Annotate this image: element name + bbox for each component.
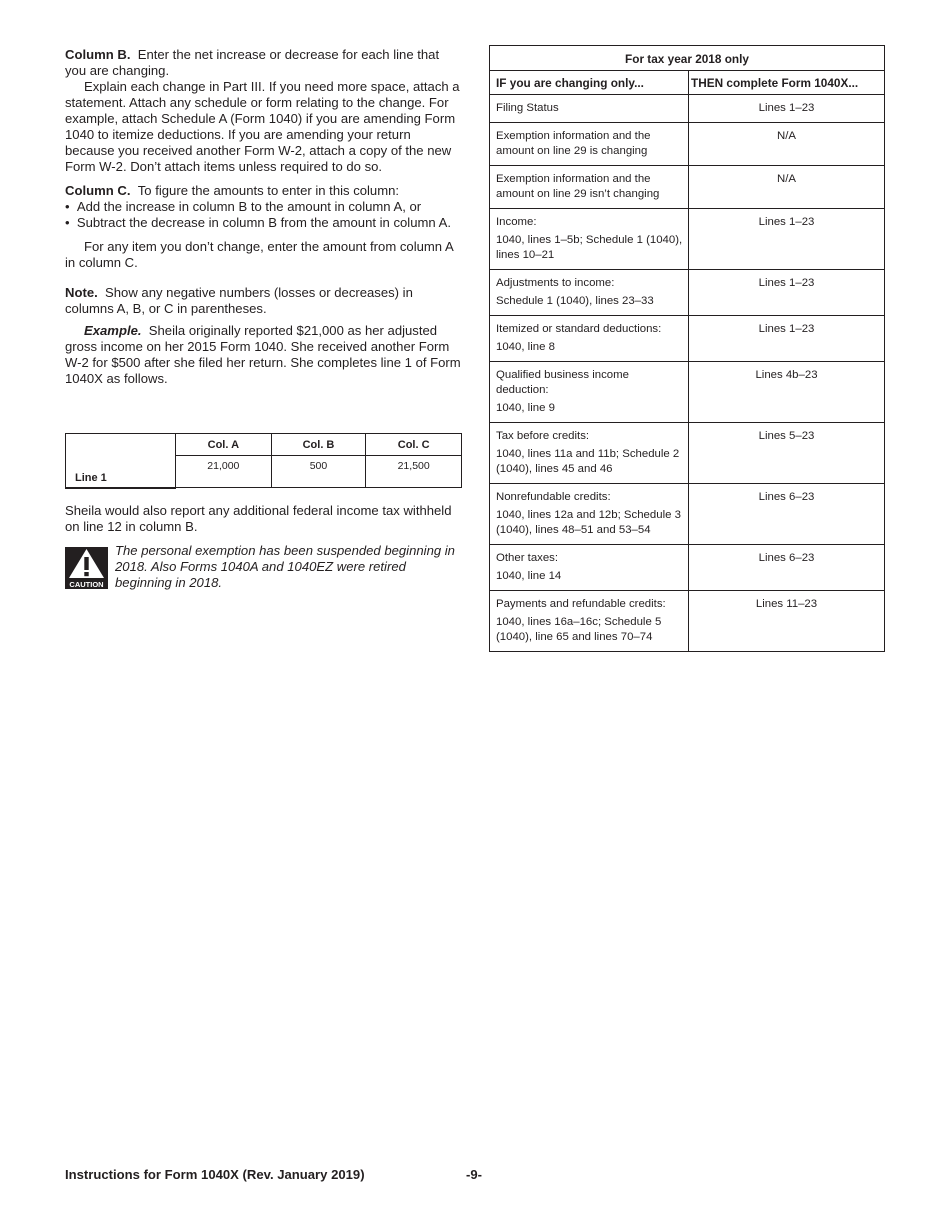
row-label: Exemption information and the amount on line 29 is changing [496, 130, 651, 157]
table-title: For tax year 2018 only [490, 46, 885, 71]
note-paragraph: Note. Show any negative numbers (losses or decreases) in columns A, B, or C in parentheses. [65, 285, 413, 316]
row-lines: Lines 6–23 [689, 484, 885, 545]
row-label: Payments and refundable credits: [496, 598, 666, 610]
table-row [490, 166, 885, 209]
table-row [490, 123, 885, 166]
row-condition [490, 591, 689, 652]
row-lines: Lines 6–23 [689, 545, 885, 591]
caution-icon [65, 547, 108, 589]
row-condition [490, 362, 689, 423]
explain-paragraph: Explain each change in Part III. If you need more space, attach a statement. Attach any schedule or form relating to the change. For example, attach Schedule A (Form 1040) if you are amending Form 1040 to itemize deductions. If you are amending your return because you received another Form W-2, attach a copy of the new Form W-2. Don’t attach items unless required to do so. [65, 79, 460, 174]
column-c-heading: Column C. [65, 183, 131, 198]
left-column [65, 47, 462, 387]
row-sublabel: Schedule 1 (1040), lines 23–33 [496, 295, 654, 307]
row-condition [490, 166, 689, 209]
row-label: Adjustments to income: [496, 277, 615, 289]
sheila-paragraph-wrap [65, 503, 462, 535]
row-lines: Lines 11–23 [689, 591, 885, 652]
row-label: Nonrefundable credits: [496, 491, 611, 503]
row-sublabel: 1040, lines 12a and 12b; Schedule 3 (1040), lines 48–51 and 53–54 [496, 509, 681, 536]
row-lines: Lines 1–23 [689, 316, 885, 362]
footer-title: Instructions for Form 1040X (Rev. January 2019) [65, 1167, 365, 1182]
row-label: Tax before credits: [496, 430, 590, 442]
row-condition [490, 270, 689, 316]
table-row [490, 270, 885, 316]
row-condition [490, 484, 689, 545]
example-heading: Example. [84, 323, 142, 338]
page-number: -9- [466, 1167, 483, 1182]
example-header-col-c: Col. C [366, 434, 462, 456]
table-header-then: THEN complete Form 1040X... [689, 71, 885, 95]
row-sublabel: 1040, lines 16a–16c; Schedule 5 (1040), line 65 and lines 70–74 [496, 616, 662, 643]
example-value-col-b: 500 [271, 456, 366, 488]
example-paragraph: Example. Sheila originally reported $21,000 as her adjusted gross income on her 2015 Form 1040. She received another Form W-2 for $500 after she filed her return. She completes line 1 of Form 1040X as follows. [65, 323, 461, 386]
row-lines: Lines 1–23 [689, 209, 885, 270]
row-sublabel: 1040, lines 11a and 11b; Schedule 2 (1040), lines 45 and 46 [496, 448, 680, 475]
row-lines: Lines 1–23 [689, 270, 885, 316]
row-condition [490, 545, 689, 591]
note-heading: Note. [65, 285, 98, 300]
row-label: Income: [496, 216, 537, 228]
row-sublabel: 1040, line 8 [496, 341, 555, 353]
row-lines: Lines 5–23 [689, 423, 885, 484]
row-sublabel: 1040, lines 1–5b; Schedule 1 (1040), lines 10–21 [496, 234, 683, 261]
caution-text: The personal exemption has been suspended beginning in 2018. Also Forms 1040A and 1040EZ were retired beginning in 2018. [115, 543, 455, 590]
column-b-paragraph [65, 47, 462, 79]
example-header-col-b: Col. B [271, 434, 366, 456]
table-row [490, 423, 885, 484]
table-row [490, 209, 885, 270]
row-label: Exemption information and the amount on line 29 isn’t changing [496, 173, 660, 200]
table-row [490, 545, 885, 591]
svg-text:CAUTION: CAUTION [69, 580, 104, 589]
example-row-label: Line 1 [66, 434, 176, 488]
row-condition [490, 209, 689, 270]
row-label: Itemized or standard deductions: [496, 323, 662, 335]
bullet-subtract: • Subtract the decrease in column B from the amount in column A. [65, 215, 451, 230]
row-label: Other taxes: [496, 552, 559, 564]
row-condition [490, 423, 689, 484]
example-value-col-c: 21,500 [366, 456, 462, 488]
bullet-add: • Add the increase in column B to the amount in column A, or [65, 199, 422, 214]
row-lines: Lines 4b–23 [689, 362, 885, 423]
example-value-col-a: 21,000 [176, 456, 272, 488]
table-row [490, 591, 885, 652]
sheila-paragraph: Sheila would also report any additional federal income tax withheld on line 12 in column B. [65, 503, 452, 534]
table-row [490, 484, 885, 545]
row-lines: N/A [689, 123, 885, 166]
example-table [65, 433, 462, 489]
row-sublabel: 1040, line 14 [496, 570, 562, 582]
row-condition [490, 95, 689, 123]
table-row [490, 316, 885, 362]
row-label: Filing Status [496, 102, 559, 114]
row-condition [490, 123, 689, 166]
row-label: Qualified business income deduction: [496, 369, 629, 396]
table-row [490, 362, 885, 423]
row-lines: Lines 1–23 [689, 95, 885, 123]
row-condition [490, 316, 689, 362]
row-sublabel: 1040, line 9 [496, 402, 555, 414]
example-header-col-a: Col. A [176, 434, 272, 456]
table-row [490, 95, 885, 123]
column-c-text: To figure the amounts to enter in this column: [137, 183, 400, 198]
column-b-text: Enter the net increase or decrease for each line that you are changing. [65, 47, 440, 78]
table-header-if: IF you are changing only... [490, 71, 689, 95]
column-b-heading: Column B. [65, 47, 131, 62]
tax-year-table [489, 45, 885, 652]
unchanged-paragraph: For any item you don’t change, enter the amount from column A in column C. [65, 239, 454, 270]
row-lines: N/A [689, 166, 885, 209]
column-c-paragraph [65, 183, 462, 199]
